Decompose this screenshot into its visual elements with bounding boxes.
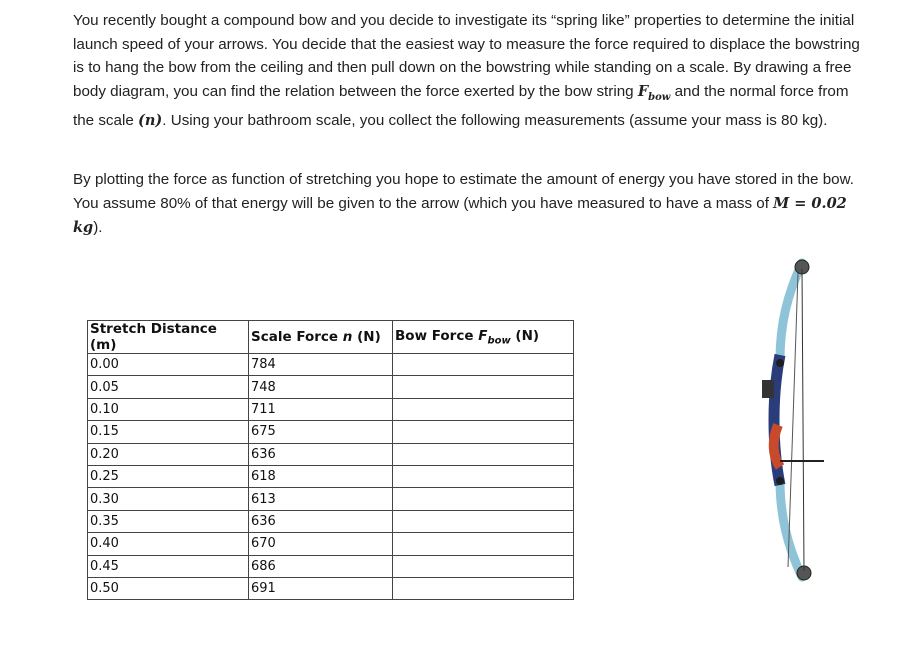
table-row [88,398,574,420]
bow-force-cell [393,443,574,465]
bowstring [802,269,804,571]
bow-force-cell [393,533,574,555]
bow-force-cell [393,376,574,398]
table-header-row [88,321,574,354]
stretch-cell: 0.45 [88,555,249,577]
bow-upper-limb [780,263,802,360]
scale-force-cell: 618 [249,465,393,487]
scale-force-cell: 748 [249,376,393,398]
bow-force-cell [393,465,574,487]
header-stretch-distance: Stretch Distance (m) [88,321,249,354]
bow-force-cell [393,488,574,510]
mass-expression: M = 0.02 kg [73,194,847,237]
stretch-cell: 0.05 [88,376,249,398]
bow-sight [762,380,774,398]
problem-paragraph-2 [73,168,863,241]
stretch-cell: 0.25 [88,465,249,487]
problem-paragraph-1 [73,9,863,134]
table-row [88,354,574,376]
header-bow-force: Bow Force $F_{bow}$ (N) [393,321,574,354]
limb-bolt-bottom [776,477,784,485]
table-row [88,465,574,487]
scale-force-cell: 784 [249,354,393,376]
header-scale-force: Scale Force n (N) [249,321,393,354]
stretch-cell: 0.15 [88,421,249,443]
cable [788,273,798,567]
scale-force-cell: 613 [249,488,393,510]
scale-force-cell: 636 [249,510,393,532]
table-row [88,376,574,398]
table-row [88,555,574,577]
table-row [88,488,574,510]
stretch-cell: 0.00 [88,354,249,376]
table-row [88,421,574,443]
bow-force-cell [393,555,574,577]
bow-lower-limb [780,480,802,577]
scale-force-cell: 675 [249,421,393,443]
p1-text-a: You recently bought a compound bow and you decide to investigate its “spring like” properties to determine the initial launch speed of your arrows. You decide that the easiest way to measure the force required to displace the bowstring is to hang the bow from the ceiling and then pull down on the bowstring while standing on a scale. By drawing a free body diagram, you can find the relation between the force exerted by the bow string [73,12,860,100]
n-symbol: (n) [138,112,163,130]
bow-force-cell [393,354,574,376]
p1-text-b: and the normal force from the scale [73,82,849,130]
p2-text-a: By plotting the force as function of stretching you hope to estimate the amount of energy you have stored in the bow. You assume 80% of that energy will be given to the arrow (which you have measured to have a mass of [73,171,854,212]
scale-force-cell: 636 [249,443,393,465]
stretch-cell: 0.40 [88,533,249,555]
scale-force-cell: 686 [249,555,393,577]
stretch-cell: 0.20 [88,443,249,465]
bow-force-cell [393,577,574,599]
bow-force-cell [393,510,574,532]
stretch-cell: 0.10 [88,398,249,420]
measurement-table [87,320,574,600]
stretch-cell: 0.35 [88,510,249,532]
stretch-cell: 0.50 [88,577,249,599]
bow-force-cell [393,421,574,443]
table-row [88,577,574,599]
stretch-cell: 0.30 [88,488,249,510]
table-row [88,533,574,555]
bow-force-cell [393,398,574,420]
scale-force-cell: 691 [249,577,393,599]
fbow-symbol: $F_{bow}$ [637,82,671,103]
compound-bow-image [742,255,842,585]
table-row [88,510,574,532]
p1-text-c: . Using your bathroom scale, you collect the following measurements (assume your mass is 80 kg). [162,112,828,130]
scale-force-cell: 670 [249,533,393,555]
scale-force-cell: 711 [249,398,393,420]
limb-bolt-top [776,359,784,367]
p2-text-b: ). [93,219,103,237]
table-row [88,443,574,465]
